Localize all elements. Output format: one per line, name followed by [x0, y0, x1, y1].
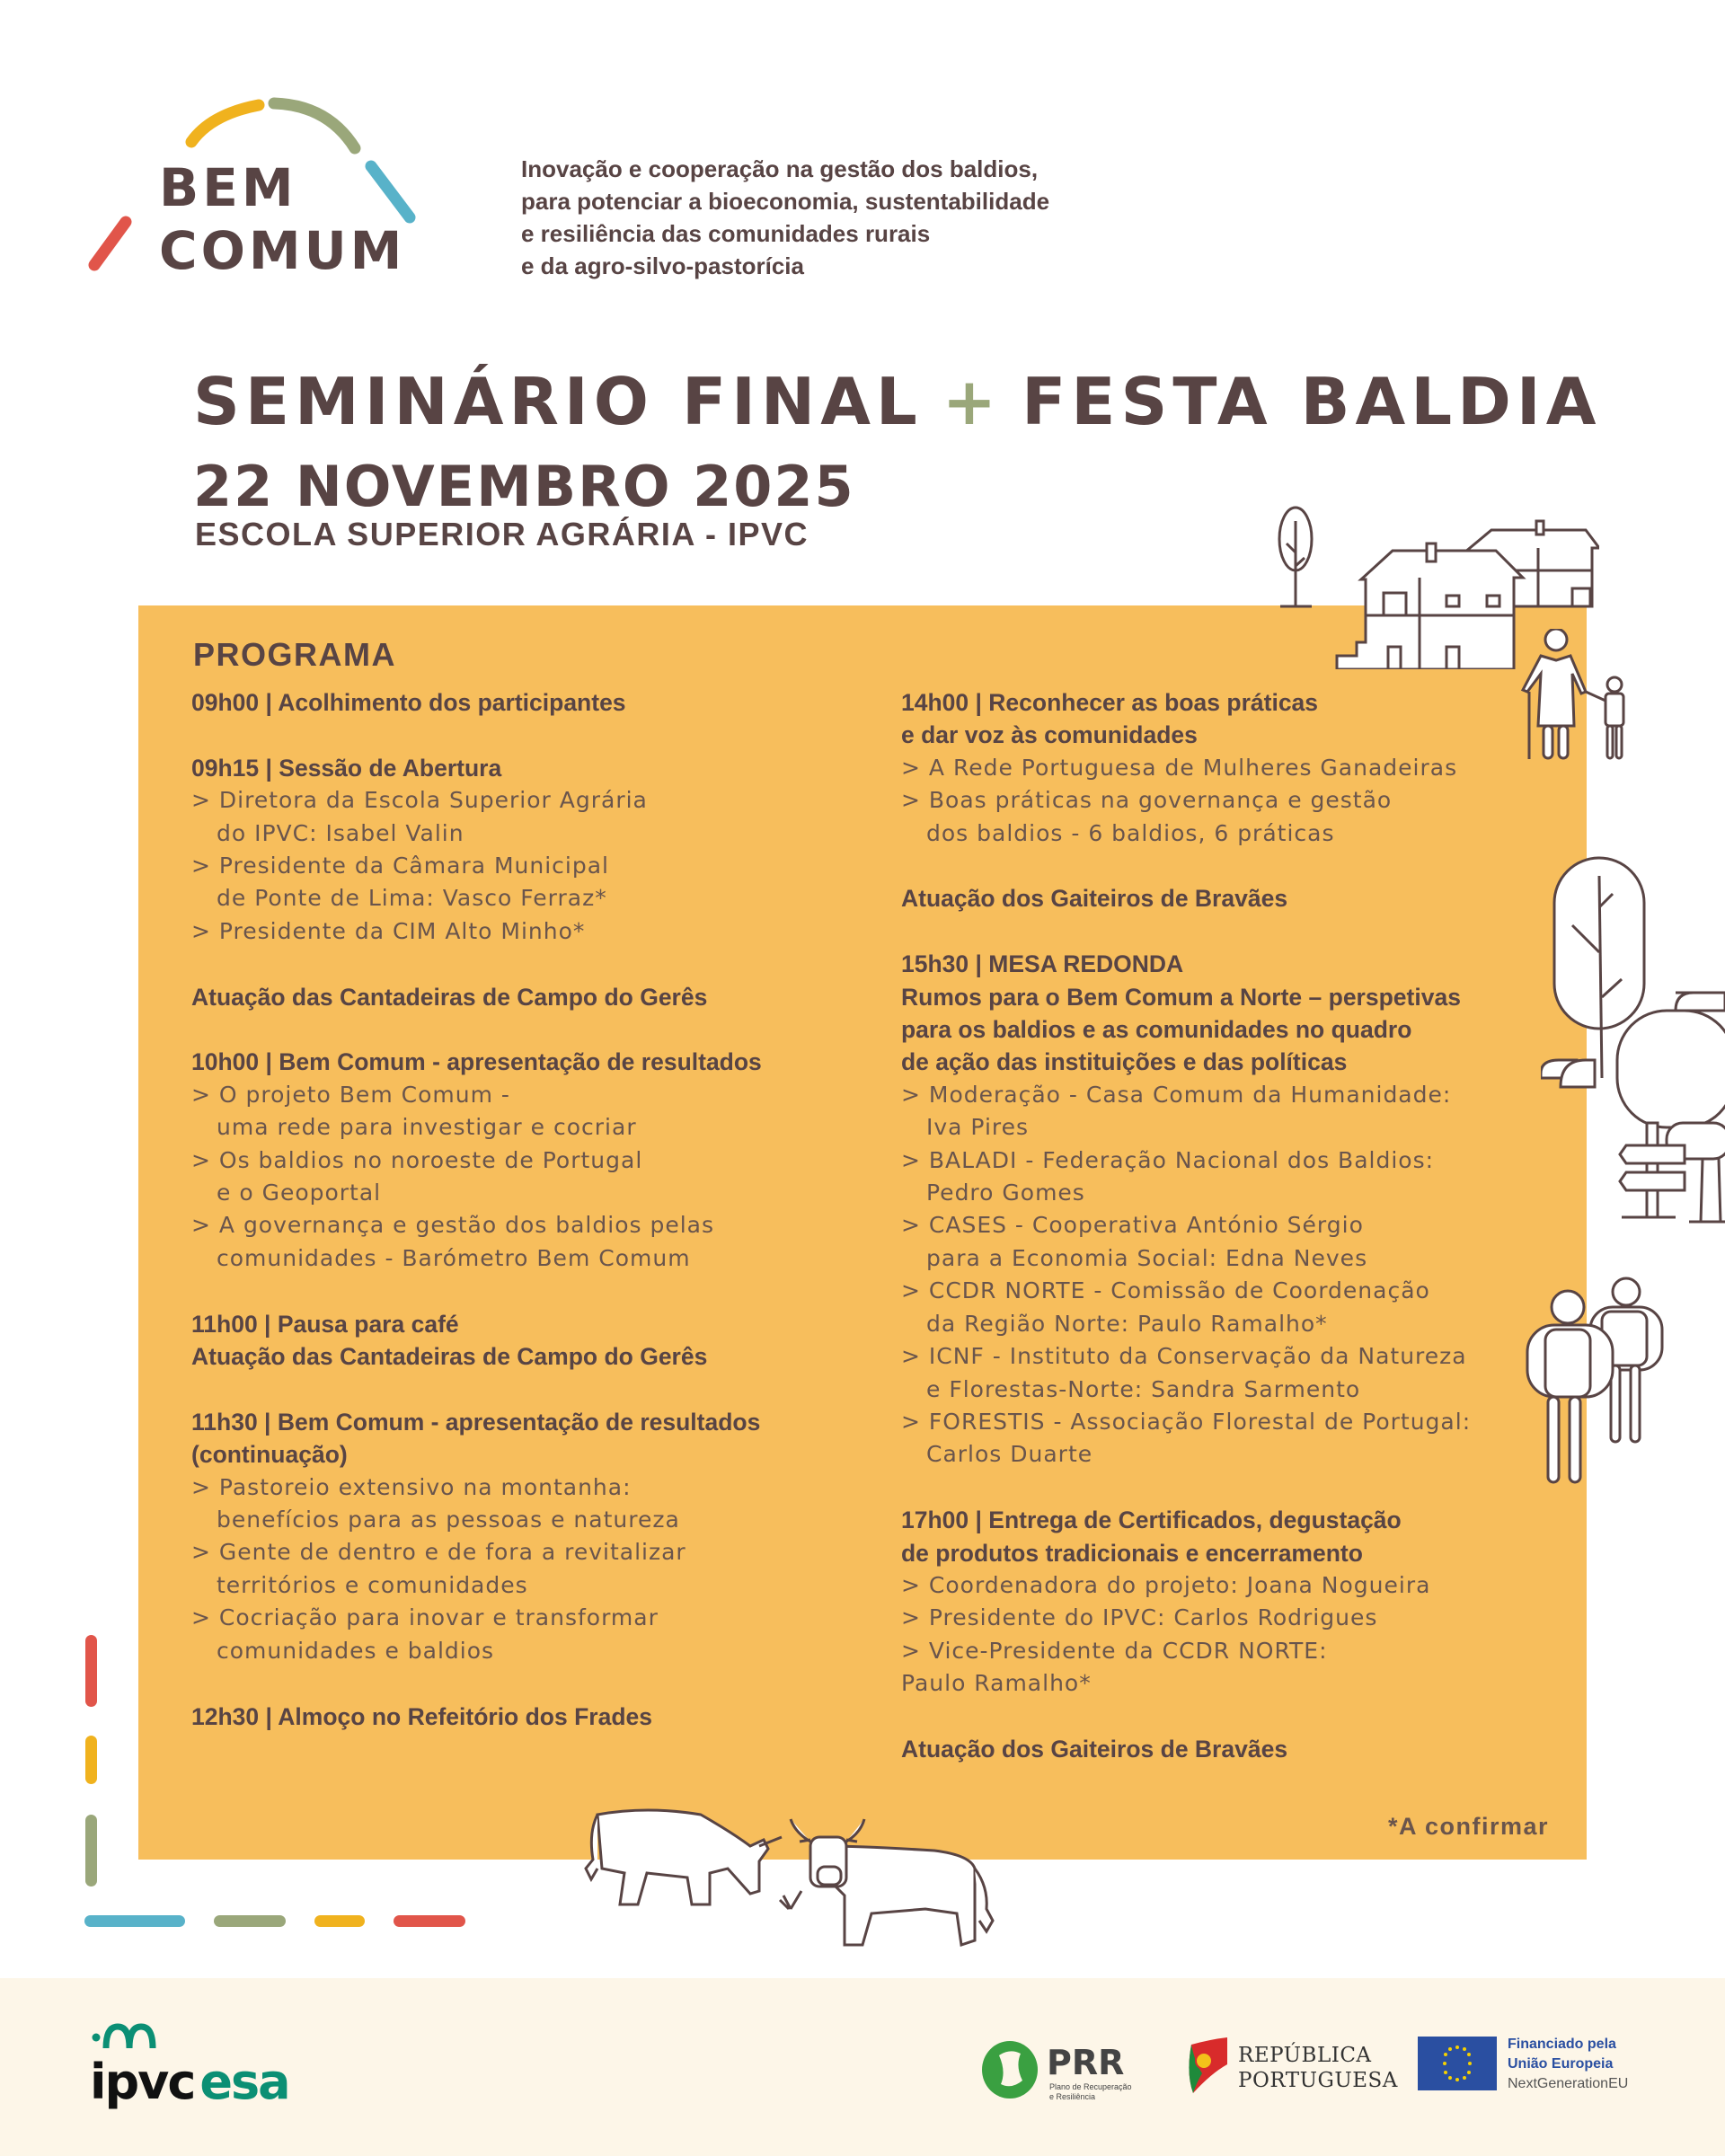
ipvc-wordmark: ipvc esa: [90, 2054, 289, 2110]
logo-word-bem: BEM: [159, 157, 297, 218]
deco-dash-blue-h: [84, 1915, 185, 1927]
item-heading: para os baldios e as comunidades no quadro: [901, 1016, 1412, 1044]
item-heading: de produtos tradicionais e encerramento: [901, 1539, 1363, 1567]
item-heading: 12h30 | Almoço no Refeitório dos Frades: [191, 1702, 652, 1730]
prr-subtitle: Plano de Recuperação e Resiliência: [1049, 2082, 1132, 2101]
trees-signpost-icon: [1541, 853, 1725, 1231]
item-topic: > Cocriação para inovar e transformar comunidades e baldios: [191, 1604, 659, 1664]
eu-text: Financiado pela União Europeia NextGenerationEU: [1508, 2037, 1629, 2091]
item-speaker: > FORESTIS - Associação Florestal de Portugal: Carlos Duarte: [901, 1408, 1472, 1468]
item-heading: 10h00 | Bem Comum - apresentação de resultados: [191, 1048, 762, 1076]
event-date: 22 NOVEMBRO 2025: [193, 454, 855, 519]
prr-title: PRR: [1047, 2043, 1125, 2082]
tagline-line: e da agro-silvo-pastorícia: [521, 252, 804, 279]
project-tagline: [521, 153, 1132, 282]
confirmation-note: *A confirmar: [1388, 1813, 1550, 1840]
title-festa: FESTA BALDIA: [1022, 364, 1602, 439]
program-item: [191, 686, 874, 719]
item-speaker: > CASES - Cooperativa António Sérgio para a Economia Social: Edna Neves: [901, 1212, 1368, 1271]
eu-funding-logo: [1418, 2035, 1660, 2107]
prr-emblem-icon: [979, 2039, 1040, 2100]
item-speaker: > Coordenadora do projeto: Joana Nogueira: [901, 1571, 1431, 1598]
tagline-line: Inovação e cooperação na gestão dos baldios,: [521, 155, 1039, 182]
title-seminario: SEMINÁRIO FINAL: [193, 364, 923, 439]
tagline-line: e resiliência das comunidades rurais: [521, 220, 931, 247]
item-topic: > Gente de dentro e de fora a revitalizar territórios e comunidades: [191, 1539, 686, 1598]
program-title: PROGRAMA: [193, 636, 396, 673]
tagline-line: para potenciar a bioeconomia, sustentabilidade: [521, 188, 1050, 215]
ipvc-arches-icon: [92, 2021, 164, 2052]
deco-dash-yellow-h: [314, 1915, 365, 1927]
item-speaker: > ICNF - Instituto da Conservação da Natureza e Florestas-Norte: Sandra Sarmento: [901, 1343, 1467, 1402]
program-item: [191, 1701, 874, 1733]
item-heading: 11h30 | Bem Comum - apresentação de resultados: [191, 1408, 761, 1436]
item-speaker: > Vice-Presidente da CCDR NORTE: Paulo Ramalho*: [901, 1637, 1328, 1697]
item-heading: Atuação das Cantadeiras de Campo do Gerês: [191, 983, 708, 1011]
event-title: [193, 364, 1601, 439]
item-topic: > A governança e gestão dos baldios pelas comunidades - Barómetro Bem Comum: [191, 1212, 715, 1271]
plus-icon: +: [942, 364, 1003, 439]
deco-dash-red-v: [85, 1635, 97, 1707]
deco-dash-green-v: [85, 1815, 97, 1886]
logo-word-comum: COMUM: [159, 220, 406, 281]
republica-portuguesa-logo: [1184, 2037, 1400, 2109]
item-topic: > O projeto Bem Comum - uma rede para investigar e cocriar: [191, 1081, 637, 1141]
item-heading: e dar voz às comunidades: [901, 721, 1198, 749]
item-speaker: > Presidente da Câmara Municipal de Ponte de Lima: Vasco Ferraz*: [191, 853, 609, 912]
program-item: [191, 1046, 874, 1275]
deco-dash-yellow-v: [85, 1736, 97, 1784]
portugal-flag-emblem-icon: [1184, 2037, 1229, 2097]
program-item: [901, 1733, 1548, 1765]
program-item: [901, 686, 1548, 850]
item-heading: 17h00 | Entrega de Certificados, degustação: [901, 1507, 1402, 1534]
deco-dash-red-h: [394, 1915, 465, 1927]
item-heading: 14h00 | Reconhecer as boas práticas: [901, 689, 1319, 716]
item-heading: Atuação dos Gaiteiros de Bravães: [901, 885, 1288, 913]
bem-comum-logo: [85, 85, 472, 283]
program-column-morning: [191, 686, 874, 1765]
program-item: [901, 882, 1548, 915]
item-speaker: > CCDR NORTE - Comissão de Coordenação da Região Norte: Paulo Ramalho*: [901, 1277, 1430, 1337]
item-speaker: > Presidente da CIM Alto Minho*: [191, 917, 586, 944]
item-heading: Atuação das Cantadeiras de Campo do Gerês: [191, 1343, 708, 1371]
item-speaker: > Presidente do IPVC: Carlos Rodrigues: [901, 1604, 1378, 1631]
item-heading: (continuação): [191, 1441, 348, 1469]
program-item: [191, 981, 874, 1013]
item-speaker: > Diretora da Escola Superior Agrária do IPVC: Isabel Valin: [191, 787, 648, 846]
item-heading: de ação das instituições e das políticas: [901, 1048, 1348, 1076]
item-heading: 09h00 | Acolhimento dos participantes: [191, 689, 626, 716]
eu-flag-icon: [1418, 2037, 1497, 2090]
item-heading: 11h00 | Pausa para café: [191, 1310, 459, 1338]
item-heading: 15h30 | MESA REDONDA: [901, 950, 1184, 978]
republica-text: REPÚBLICA PORTUGUESA: [1238, 2044, 1398, 2092]
item-topic: > Pastoreio extensivo na montanha: benefícios para as pessoas e natureza: [191, 1473, 680, 1533]
program-item: [191, 752, 874, 948]
item-heading: Rumos para o Bem Comum a Norte – perspetivas: [901, 983, 1461, 1011]
deco-dash-green-h: [214, 1915, 286, 1927]
ipvc-esa-logo: [90, 2021, 323, 2120]
item-heading: Atuação dos Gaiteiros de Bravães: [901, 1735, 1288, 1763]
item-topic: > Boas práticas na governança e gestão dos baldios - 6 baldios, 6 práticas: [901, 787, 1393, 846]
event-venue: ESCOLA SUPERIOR AGRÁRIA - IPVC: [195, 516, 809, 552]
program-item: [191, 1308, 874, 1374]
item-speaker: > Moderação - Casa Comum da Humanidade: Iva Pires: [901, 1081, 1452, 1141]
item-speaker: > BALADI - Federação Nacional dos Baldios: Pedro Gomes: [901, 1146, 1435, 1206]
item-topic: > Os baldios no noroeste de Portugal e o Geoportal: [191, 1146, 643, 1206]
program-item: [901, 948, 1548, 1471]
cows-icon: [575, 1797, 1024, 1963]
item-topic: > A Rede Portuguesa de Mulheres Ganadeiras: [901, 754, 1458, 781]
prr-logo: [979, 2039, 1168, 2111]
program-item: [191, 1406, 874, 1667]
program-column-afternoon: [901, 686, 1548, 1798]
program-item: [901, 1504, 1548, 1700]
item-heading: 09h15 | Sessão de Abertura: [191, 754, 502, 782]
